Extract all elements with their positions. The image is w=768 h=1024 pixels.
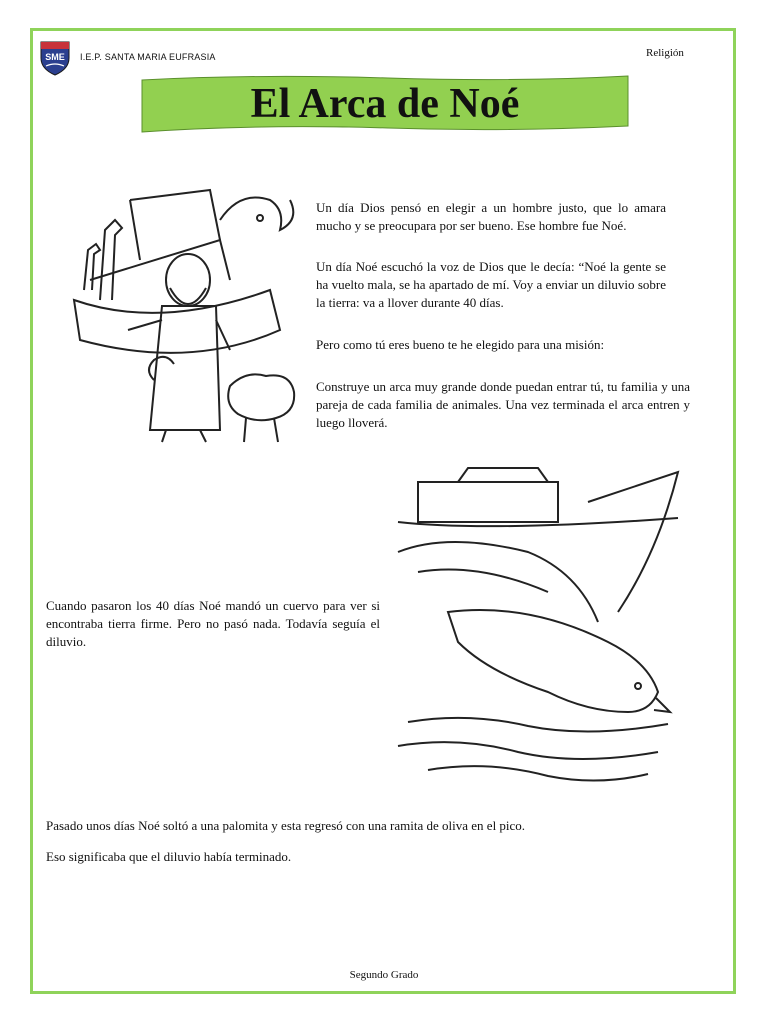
noah-ark-animals-illustration [70, 180, 306, 448]
paragraph-7: Eso significaba que el diluvio había terminado. [46, 849, 292, 864]
paragraph-5: Cuando pasaron los 40 días Noé mandó un cuervo para ver si encontraba tierra firme. Pero no pasó nada. Todavía seguía el diluvio. [46, 598, 380, 649]
school-name: I.E.P. SANTA MARIA EUFRASIA [80, 52, 216, 62]
dove-flying-over-water-illustration [388, 462, 688, 792]
paragraph-4: Construye un arca muy grande donde puedan entrar tú, tu familia y una pareja de cada familia de animales. Una vez terminada el arca entren y luego lloverá. [316, 379, 690, 430]
paragraph-2: Un día Noé escuchó la voz de Dios que le decía: “Noé la gente se ha vuelto mala, se ha apartado de mí. Voy a enviar un diluvio sobre la tierra: va a llover durante 40 días. [316, 259, 666, 310]
page-title: El Arca de Noé [250, 81, 520, 127]
paragraph-1: Un día Dios pensó en elegir a un hombre justo, que lo amara mucho y se preocupara por ser bueno. Ese hombre fue Noé. [316, 200, 666, 233]
school-logo-icon [38, 40, 72, 76]
paragraph-6: Pasado unos días Noé soltó a una palomita y esta regresó con una ramita de oliva en el pico. [46, 818, 526, 833]
paragraph-3: Pero como tú eres bueno te he elegido para una misión: [316, 337, 605, 352]
subject-label: Religión [646, 47, 684, 59]
logo-text: SME [45, 52, 65, 62]
footer-grade: Segundo Grado [349, 969, 419, 981]
